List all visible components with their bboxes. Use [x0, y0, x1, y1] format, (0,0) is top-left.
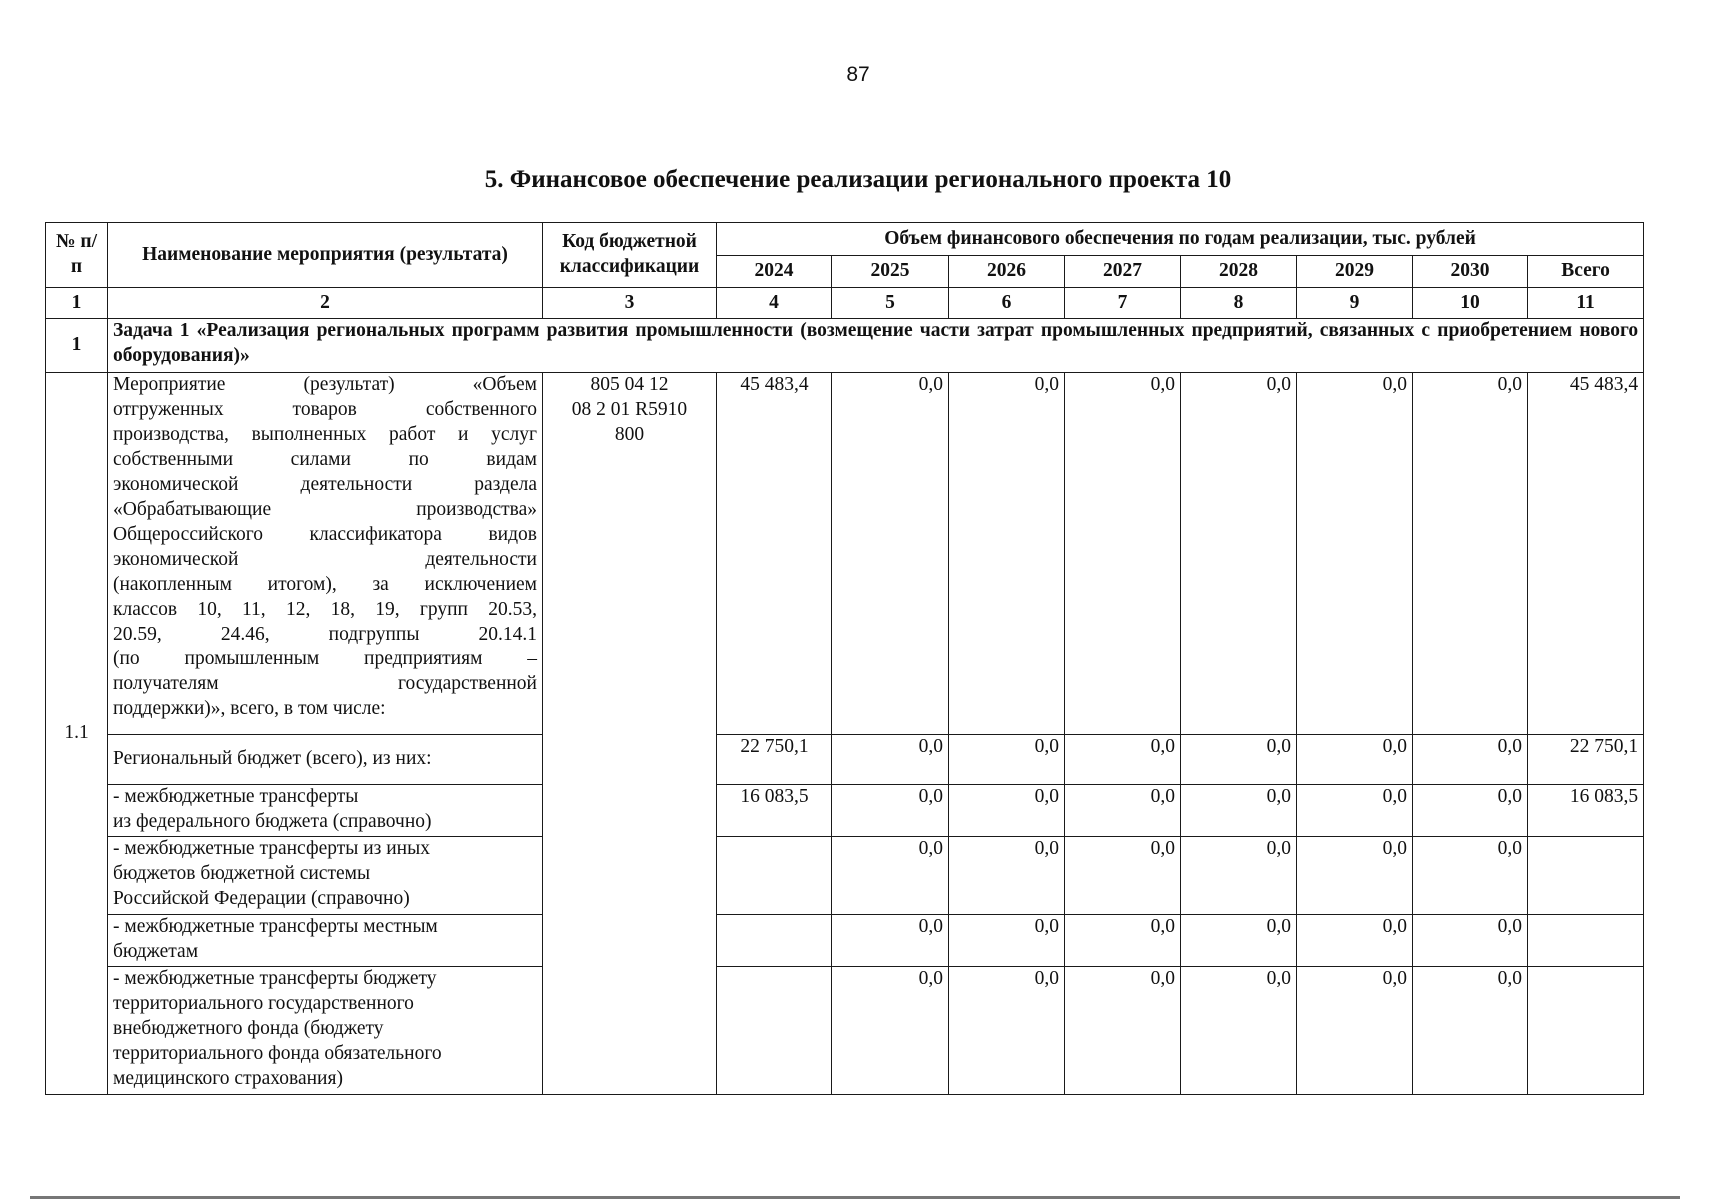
value-total: [1528, 837, 1644, 915]
row-name: [108, 967, 543, 1095]
value-2027: 0,0: [1065, 837, 1181, 915]
header-name: Наименование мероприятия (результата): [108, 223, 543, 288]
header-year: 2029: [1297, 256, 1413, 288]
value-2030: 0,0: [1413, 735, 1528, 785]
column-number: 3: [543, 288, 717, 319]
row-name-line: бюджетам: [113, 940, 199, 962]
column-number: 10: [1413, 288, 1528, 319]
measure-name-line: производства, выполненных работ и услуг: [113, 423, 537, 445]
value-2024: [717, 837, 832, 915]
value-2024: 22 750,1: [717, 735, 832, 785]
value-2024: [717, 967, 832, 1095]
measure-name-line: «Обрабатывающие производства»: [113, 498, 537, 520]
value-2025: 0,0: [832, 967, 949, 1095]
header-code: Код бюджетной классификации: [543, 223, 717, 288]
value-2028: 0,0: [1181, 837, 1297, 915]
value-2025: 0,0: [832, 915, 949, 967]
value-2025: 0,0: [832, 785, 949, 837]
value-2027: 0,0: [1065, 967, 1181, 1095]
value-2030: 0,0: [1413, 837, 1528, 915]
value-2028: 0,0: [1181, 785, 1297, 837]
row-name-line: медицинского страхования): [113, 1067, 343, 1089]
column-number: 8: [1181, 288, 1297, 319]
row-name-line: территориального фонда обязательного: [113, 1042, 442, 1064]
column-number: 2: [108, 288, 543, 319]
row-name-line: - межбюджетные трансферты из иных: [113, 838, 430, 859]
value-2028: 0,0: [1181, 967, 1297, 1095]
row-name: [108, 915, 543, 967]
column-number: 4: [717, 288, 832, 319]
header-year: 2030: [1413, 256, 1528, 288]
measure-name-line: Общероссийского классификатора видов: [113, 523, 537, 545]
row-name: [108, 785, 543, 837]
value-2030: 0,0: [1413, 915, 1528, 967]
row-name-line: Российской Федерации (справочно): [113, 887, 410, 909]
value-2027: 0,0: [1065, 373, 1181, 735]
value-2030: 0,0: [1413, 373, 1528, 735]
value-2029: 0,0: [1297, 915, 1413, 967]
task-number: 1: [46, 319, 108, 373]
page-number: 87: [846, 63, 870, 86]
scan-edge-line: [30, 1196, 1680, 1199]
value-2024: 45 483,4: [717, 373, 832, 735]
header-total: Всего: [1528, 256, 1644, 288]
row-name-line: - межбюджетные трансферты бюджету: [113, 968, 437, 989]
value-2026: 0,0: [949, 837, 1065, 915]
task-title: Задача 1 «Реализация региональных программ развития промышленности (возмещение части затрат промышленных предприятий, связанных с приобретением нового оборудования)»: [108, 319, 1644, 373]
value-total: 45 483,4: [1528, 373, 1644, 735]
row-name-line: территориального государственного: [113, 992, 414, 1014]
row-name: Региональный бюджет (всего), из них:: [108, 735, 543, 785]
budget-code-line: 800: [614, 423, 645, 445]
value-2026: 0,0: [949, 373, 1065, 735]
value-2029: 0,0: [1297, 785, 1413, 837]
value-2027: 0,0: [1065, 915, 1181, 967]
budget-code: [543, 373, 717, 1095]
measure-name-line: экономической деятельности: [113, 548, 537, 570]
header-year: 2024: [717, 256, 832, 288]
measure-name-line: Мероприятие (результат) «Объем: [113, 374, 537, 395]
budget-code-line: 08 2 01 R5910: [571, 398, 688, 420]
column-number: 1: [46, 288, 108, 319]
value-total: 22 750,1: [1528, 735, 1644, 785]
value-2025: 0,0: [832, 373, 949, 735]
value-2028: 0,0: [1181, 735, 1297, 785]
value-2026: 0,0: [949, 785, 1065, 837]
column-number: 6: [949, 288, 1065, 319]
header-volume: Объем финансового обеспечения по годам реализации, тыс. рублей: [717, 223, 1644, 256]
measure-name-line: поддержки)», всего, в том числе:: [113, 698, 386, 720]
value-2025: 0,0: [832, 735, 949, 785]
value-2026: 0,0: [949, 915, 1065, 967]
value-2029: 0,0: [1297, 373, 1413, 735]
row-name-line: внебюджетного фонда (бюджету: [113, 1017, 384, 1039]
value-2029: 0,0: [1297, 837, 1413, 915]
measure-name-line: классов 10, 11, 12, 18, 19, групп 20.53,: [113, 598, 537, 620]
measure-name-line: получателям государственной: [113, 673, 537, 695]
page-title: 5. Финансовое обеспечение реализации регионального проекта 10: [484, 166, 1232, 193]
measure-name-line: (по промышленным предприятиям –: [113, 648, 537, 670]
item-number: 1.1: [46, 373, 108, 1095]
row-name-line: из федерального бюджета (справочно): [113, 810, 432, 832]
value-total: [1528, 967, 1644, 1095]
value-total: [1528, 915, 1644, 967]
header-year: 2025: [832, 256, 949, 288]
value-2030: 0,0: [1413, 967, 1528, 1095]
budget-code-line: 805 04 12: [590, 374, 669, 395]
column-number: 5: [832, 288, 949, 319]
value-2024: 16 083,5: [717, 785, 832, 837]
value-2025: 0,0: [832, 837, 949, 915]
row-name: [108, 837, 543, 915]
row-name-line: - межбюджетные трансферты: [113, 786, 359, 807]
financing-table: [45, 222, 1644, 1095]
header-year: 2028: [1181, 256, 1297, 288]
value-2024: [717, 915, 832, 967]
column-number: 11: [1528, 288, 1644, 319]
value-2026: 0,0: [949, 735, 1065, 785]
measure-name-line: экономической деятельности раздела: [113, 473, 537, 495]
value-2030: 0,0: [1413, 785, 1528, 837]
measure-name: [108, 373, 543, 735]
measure-name-line: отгруженных товаров собственного: [113, 398, 537, 420]
header-num: № п/п: [46, 223, 108, 288]
value-2029: 0,0: [1297, 735, 1413, 785]
measure-name-line: (накопленным итогом), за исключением: [113, 573, 537, 595]
column-number: 7: [1065, 288, 1181, 319]
row-name-line: бюджетов бюджетной системы: [113, 862, 371, 884]
row-name-line: - межбюджетные трансферты местным: [113, 916, 438, 937]
value-2027: 0,0: [1065, 785, 1181, 837]
column-number: 9: [1297, 288, 1413, 319]
header-year: 2026: [949, 256, 1065, 288]
measure-name-line: 20.59, 24.46, подгруппы 20.14.1: [113, 623, 537, 645]
value-2029: 0,0: [1297, 967, 1413, 1095]
measure-name-line: собственными силами по видам: [113, 448, 537, 470]
value-2028: 0,0: [1181, 373, 1297, 735]
value-total: 16 083,5: [1528, 785, 1644, 837]
value-2028: 0,0: [1181, 915, 1297, 967]
value-2026: 0,0: [949, 967, 1065, 1095]
value-2027: 0,0: [1065, 735, 1181, 785]
header-year: 2027: [1065, 256, 1181, 288]
